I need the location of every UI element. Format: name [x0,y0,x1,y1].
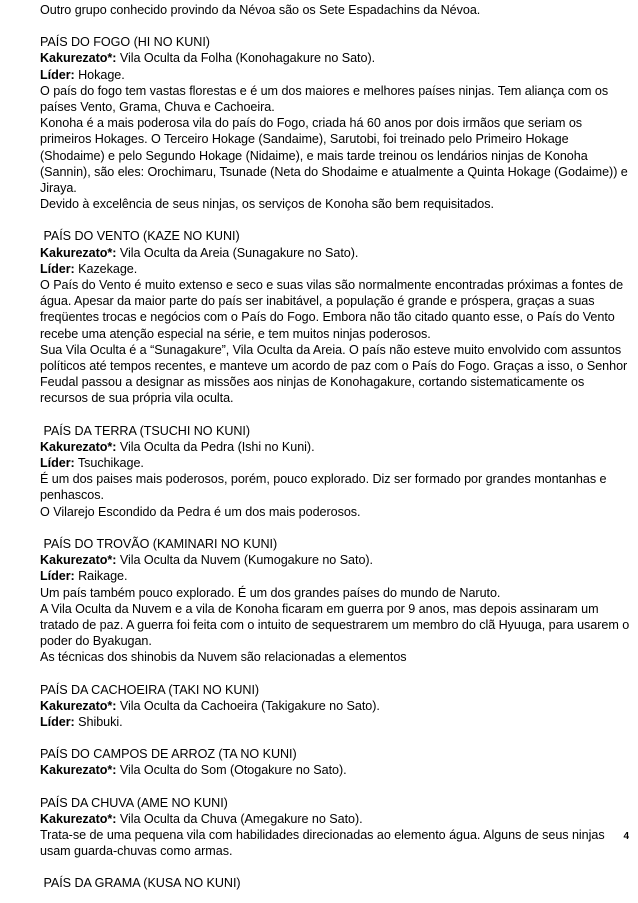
section-paragraph: Konoha é a mais poderosa vila do país do Fogo, criada há 60 anos por dois irmãos que seriam os primeiros Hokages. O Terceiro Hokage (Sandaime), Sarutobi, foi treinado pelo Primeiro Hokage (Shodaime) e pelo Segundo Hokage (Nidaime), e mais tarde treinou os lendários ninjas de Konoha (Sannin), são eles: Orochimaru, Tsunade (Neta do Shodaime e atualmente a Quinta Hokage (Godaime)) e Jiraya. [40,116,628,196]
kakurezato-line [40,698,630,714]
section-heading: PAÍS DA GRAMA (KUSA NO KUNI) [40,876,241,891]
country-section [40,423,630,520]
lider-label: Líder: [40,714,75,729]
section-spacer [40,666,630,682]
kakurezato-label: Kakurezato*: [40,245,117,260]
section-heading: PAÍS DA CACHOEIRA (TAKI NO KUNI) [40,682,260,697]
lider-value: Hokage. [74,67,125,82]
section-spacer [40,730,630,746]
section-spacer [40,859,630,875]
section-paragraph: Devido à excelência de seus ninjas, os serviços de Konoha são bem requisitados. [40,197,494,212]
country-section [40,34,630,212]
kakurezato-label: Kakurezato*: [40,553,117,568]
lider-line [40,67,630,83]
section-spacer [40,779,630,795]
section-spacer [40,212,630,228]
lider-value: Kazekage. [74,261,138,276]
country-sections [40,18,630,891]
lider-line [40,714,630,730]
kakurezato-label: Kakurezato*: [40,811,117,826]
kakurezato-line [40,811,630,827]
lider-label: Líder: [40,569,75,584]
country-section [40,875,630,891]
kakurezato-line [40,245,630,261]
intro-text: Outro grupo conhecido provindo da Névoa são os Sete Espadachins da Névoa. [40,3,481,17]
country-section [40,795,630,860]
section-heading: PAÍS DO CAMPOS DE ARROZ (TA NO KUNI) [40,747,297,762]
section-paragraph: O país do fogo tem vastas florestas e é um dos maiores e melhores países ninjas. Tem aliança com os países Vento, Grama, Chuva e Cachoeira. [40,83,609,115]
section-paragraph: A Vila Oculta da Nuvem e a vila de Konoha ficaram em guerra por 9 anos, mas depois assinaram um tratado de paz. A guerra foi feita com o intuito de sequestrarem um membro do clã Hyuuga, para usarem o poder do Byakugan. [40,601,630,649]
lider-label: Líder: [40,261,75,276]
kakurezato-label: Kakurezato*: [40,439,117,454]
section-heading: PAÍS DA CHUVA (AME NO KUNI) [40,795,228,810]
kakurezato-label: Kakurezato*: [40,763,117,778]
section-paragraph: Trata-se de uma pequena vila com habilidades direcionadas ao elemento água. Alguns de seus ninjas usam guarda-chuvas como armas. [40,827,605,859]
lider-label: Líder: [40,67,75,82]
kakurezato-value: Vila Oculta da Areia (Sunagakure no Sato). [116,245,359,260]
country-section [40,228,630,406]
lider-value: Shibuki. [74,714,123,729]
section-heading: PAÍS DO TROVÃO (KAMINARI NO KUNI) [40,536,278,551]
document-body [40,2,630,892]
lider-label: Líder: [40,456,75,471]
section-heading: PAÍS DA TERRA (TSUCHI NO KUNI) [40,423,251,438]
lider-value: Raikage. [74,569,128,584]
section-heading: PAÍS DO VENTO (KAZE NO KUNI) [40,229,240,244]
kakurezato-value: Vila Oculta da Chuva (Amegakure no Sato). [116,811,363,826]
country-section [40,746,630,778]
kakurezato-line [40,552,630,568]
kakurezato-label: Kakurezato*: [40,51,117,66]
section-spacer [40,18,630,34]
section-spacer [40,520,630,536]
kakurezato-value: Vila Oculta da Nuvem (Kumogakure no Sato). [116,553,374,568]
country-section [40,682,630,731]
kakurezato-value: Vila Oculta da Cachoeira (Takigakure no Sato). [116,698,380,713]
page-number: 4 [623,831,629,842]
section-paragraph: Sua Vila Oculta é a “Sunagakure”, Vila Oculta da Areia. O país não esteve muito envolvido com assuntos políticos até tempos recentes, e manteve um acordo de paz com o País do Fogo. Graças a isso, o Senhor Feudal passou a designar as missões aos ninjas de Konohagakure, cortando sistematicamente os recursos de sua própria vila oculta. [40,342,628,406]
kakurezato-line [40,762,630,778]
kakurezato-label: Kakurezato*: [40,698,117,713]
section-heading: PAÍS DO FOGO (HI NO KUNI) [40,35,210,50]
kakurezato-value: Vila Oculta da Pedra (Ishi no Kuni). [116,439,315,454]
country-section [40,536,630,666]
section-paragraph: O País do Vento é muito extenso e seco e suas vilas são normalmente encontradas próximas a fontes de água. Apesar da maior parte do país ser inabitável, a população é grande e próspera, graças a suas freqüentes trocas e negócios com o País do Fogo. Embora não tão citado quanto esse, o País do Vento recebe uma atenção especial na série, e tem muitos ninjas poderosos. [40,278,624,341]
kakurezato-line [40,50,630,66]
lider-value: Tsuchikage. [74,456,144,471]
section-paragraph: As técnicas dos shinobis da Nuvem são relacionadas a elementos [40,650,407,665]
kakurezato-value: Vila Oculta da Folha (Konohagakure no Sato). [116,51,376,66]
section-spacer [40,407,630,423]
lider-line [40,261,630,277]
section-paragraph: É um dos paises mais poderosos, porém, pouco explorado. Diz ser formado por grandes montanhas e penhascos. [40,472,607,503]
kakurezato-value: Vila Oculta do Som (Otogakure no Sato). [116,763,347,778]
lider-line [40,455,630,471]
section-paragraph: Um país também pouco explorado. É um dos grandes países do mundo de Naruto. [40,585,501,600]
section-paragraph: O Vilarejo Escondido da Pedra é um dos mais poderosos. [40,504,361,519]
kakurezato-line [40,439,630,455]
lider-line [40,568,630,584]
